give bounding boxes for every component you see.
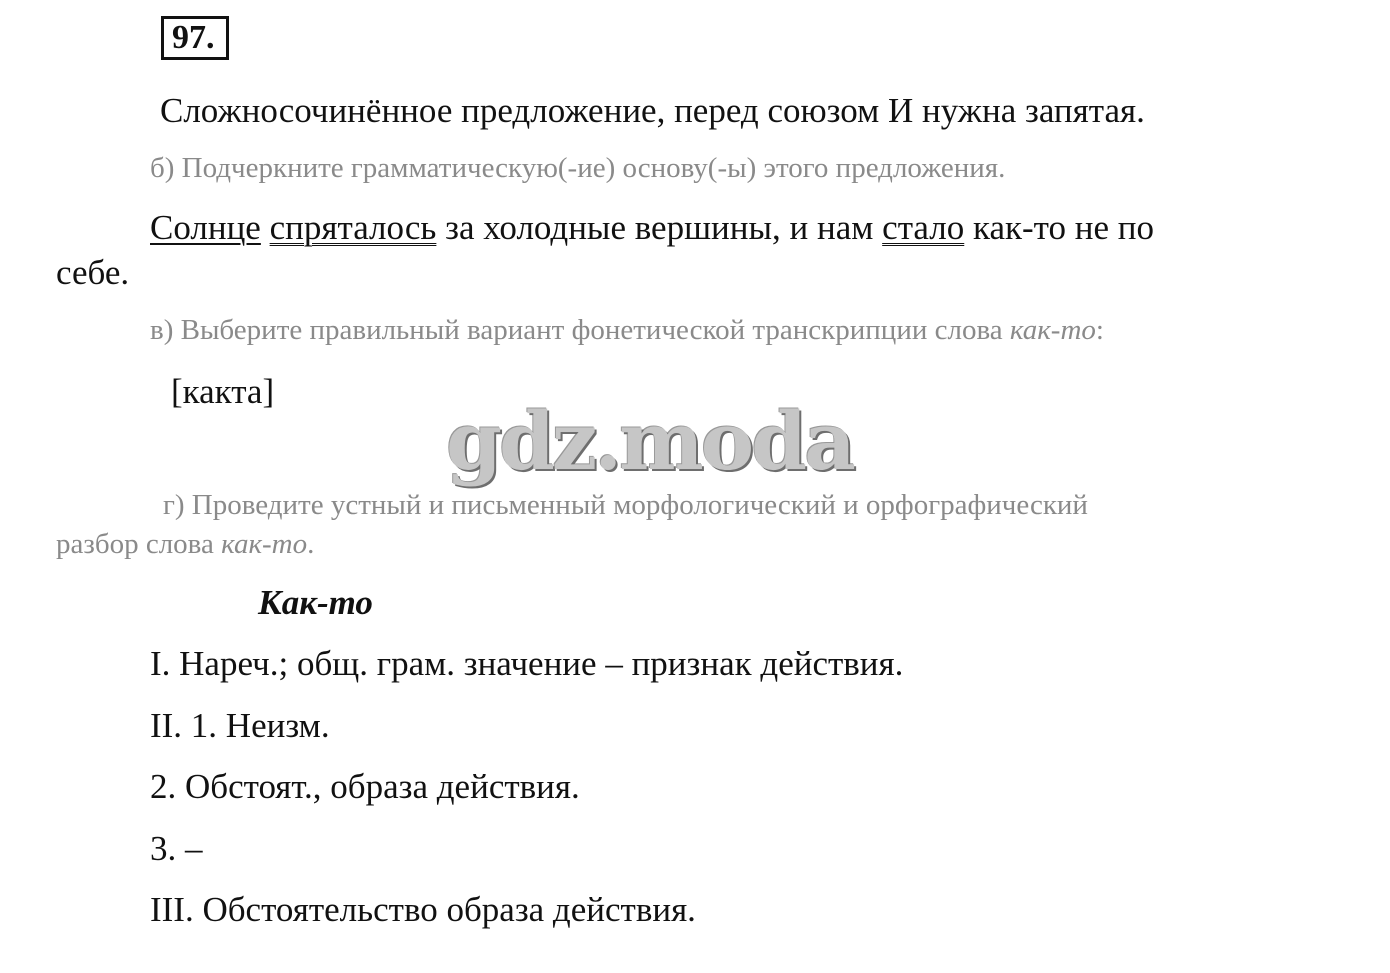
watermark-logo: gdz.moda: [446, 394, 853, 488]
parse-line-1: I. Нареч.; общ. грам. значение – признак действия.: [150, 644, 904, 683]
parse-heading: Как-то: [258, 583, 373, 622]
task-b-prompt: б) Подчеркните грамматическую(-ие) основу(-ы) этого предложения.: [150, 152, 1006, 184]
predicate-word-2: стало: [882, 208, 965, 247]
parse-line-5: III. Обстоятельство образа действия.: [150, 890, 696, 929]
task-d-text: разбор слова: [56, 528, 222, 560]
predicate-word-1: спряталось: [269, 208, 437, 247]
task-number: 97.: [161, 16, 229, 60]
task-d-end: .: [307, 528, 315, 560]
parse-line-2: II. 1. Неизм.: [150, 706, 330, 745]
sentence-text-2: как-то не по: [964, 208, 1154, 247]
task-d-line-2: [56, 528, 314, 561]
task-d-line-1: г) Проведите устный и письменный морфологический и орфографический: [163, 489, 1088, 521]
sentence-line-1: [150, 208, 1154, 248]
sentence-text-1: за холодные вершины, и нам: [436, 208, 883, 247]
subject-word: Солнце: [150, 208, 261, 247]
transcription: [какта]: [171, 372, 275, 411]
parse-line-3: 2. Обстоят., образа действия.: [150, 767, 580, 806]
task-c-text: в) Выберите правильный вариант фонетической транскрипции слова: [150, 314, 1010, 346]
answer-a: Сложносочинённое предложение, перед союзом И нужна запятая.: [160, 91, 1145, 130]
task-c-prompt: [150, 314, 1104, 347]
parse-line-4: 3. –: [150, 829, 203, 868]
task-d-word: как-то: [221, 528, 308, 560]
sentence-line-2: себе.: [56, 253, 130, 292]
task-c-word: как-то: [1009, 314, 1096, 346]
task-c-colon: :: [1095, 314, 1104, 346]
